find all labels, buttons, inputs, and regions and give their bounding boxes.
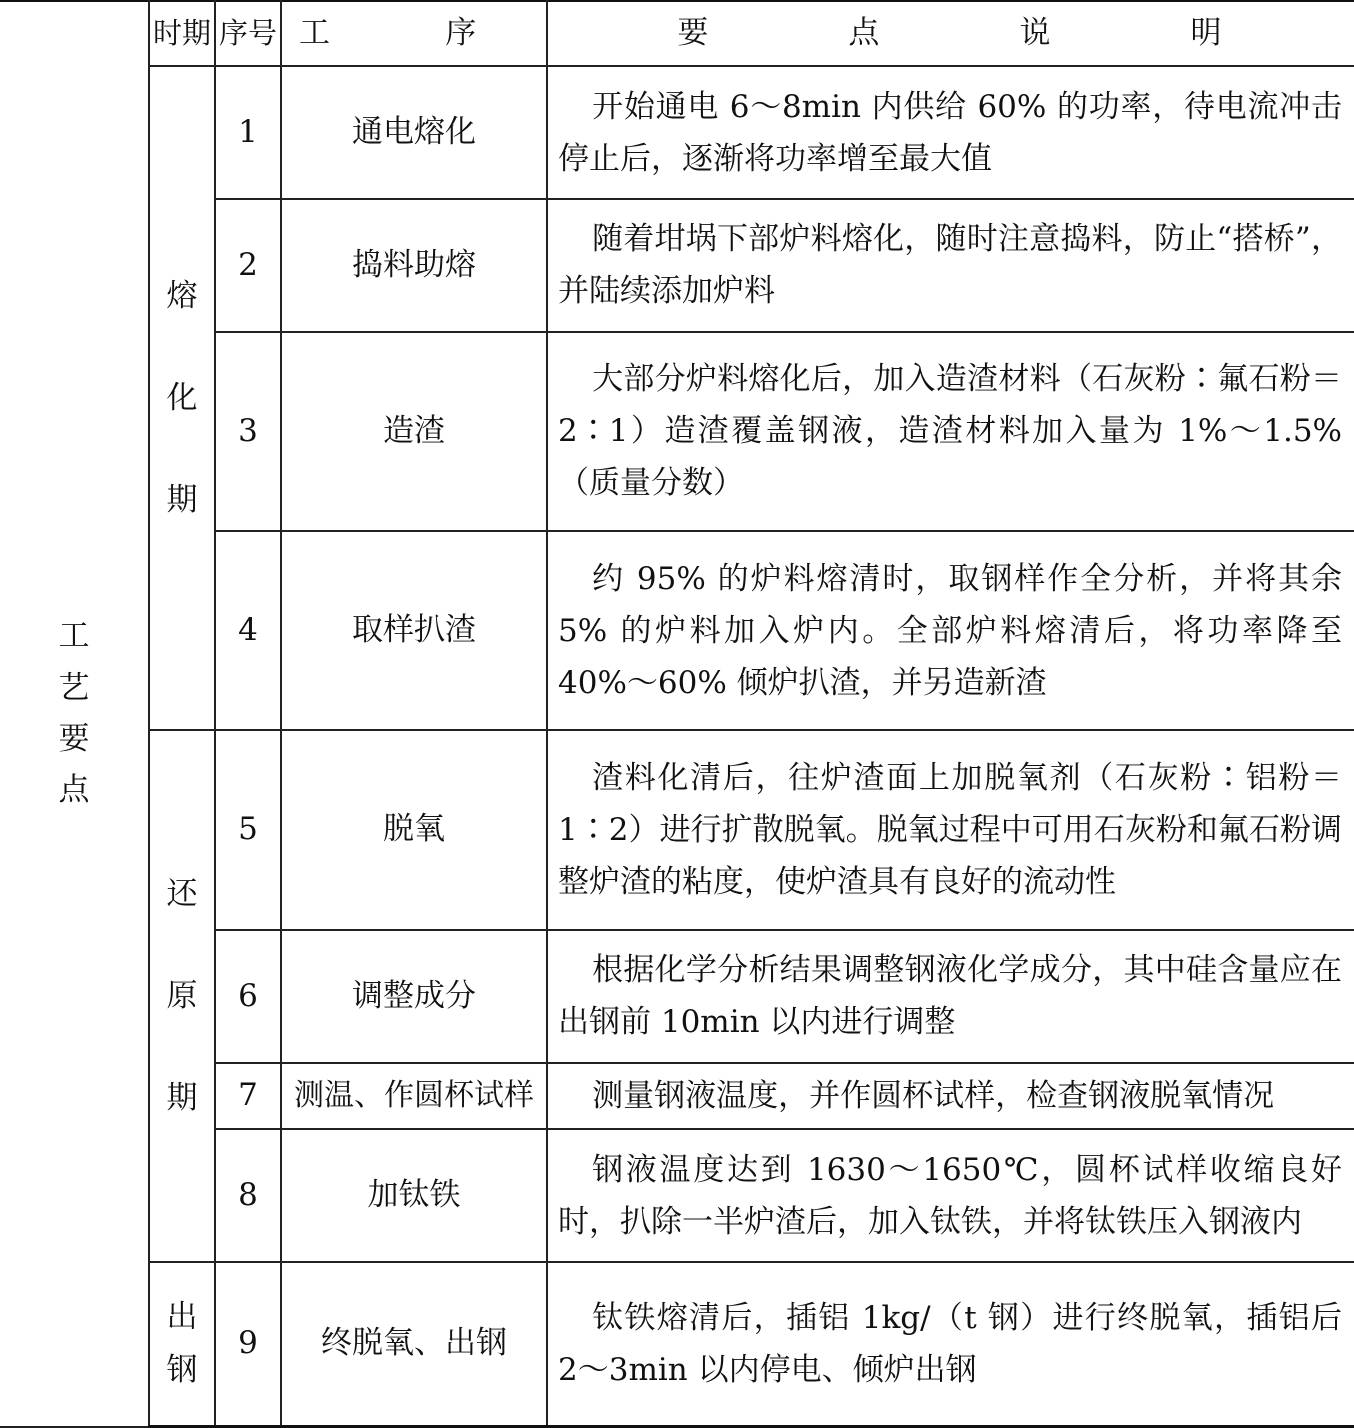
row-number: 3 xyxy=(215,332,281,531)
side-label-cell xyxy=(0,1,149,1427)
period-reduction: 还原期 xyxy=(149,730,215,1262)
period-melting: 熔化期 xyxy=(149,66,215,730)
side-label: 工艺要点 xyxy=(58,618,90,808)
row-description: 钛铁熔清后，插铝 1kg/（t 钢）进行终脱氧，插铝后 2～3min 以内停电、倾炉出钢 xyxy=(547,1262,1354,1426)
row-number: 4 xyxy=(215,531,281,730)
row-number: 5 xyxy=(215,730,281,929)
header-process: 工 序 xyxy=(281,1,547,66)
row-process: 测温、作圆杯试样 xyxy=(281,1063,547,1129)
row-process: 加钛铁 xyxy=(281,1129,547,1262)
row-description: 大部分炉料熔化后，加入造渣材料（石灰粉∶氟石粉＝2∶1）造渣覆盖钢液，造渣材料加入量为 1%～1.5%（质量分数） xyxy=(547,332,1354,531)
row-process: 调整成分 xyxy=(281,930,547,1063)
table-row xyxy=(0,66,1354,199)
row-number: 6 xyxy=(215,930,281,1063)
row-process: 通电熔化 xyxy=(281,66,547,199)
row-number: 2 xyxy=(215,199,281,331)
header-row xyxy=(0,1,1354,66)
row-process: 捣料助熔 xyxy=(281,199,547,331)
header-period: 时期 xyxy=(149,1,215,66)
row-number: 7 xyxy=(215,1063,281,1129)
row-process: 终脱氧、出钢 xyxy=(281,1262,547,1426)
row-number: 9 xyxy=(215,1262,281,1426)
row-process: 取样扒渣 xyxy=(281,531,547,730)
table-row xyxy=(0,730,1354,929)
row-description: 开始通电 6～8min 内供给 60% 的功率，待电流冲击停止后，逐渐将功率增至最大值 xyxy=(547,66,1354,199)
row-description: 钢液温度达到 1630～1650℃，圆杯试样收缩良好时，扒除一半炉渣后，加入钛铁，并将钛铁压入钢液内 xyxy=(547,1129,1354,1262)
period-tapping: 出钢 xyxy=(149,1262,215,1426)
row-description: 渣料化清后，往炉渣面上加脱氧剂（石灰粉∶铝粉＝1∶2）进行扩散脱氧。脱氧过程中可用石灰粉和氟石粉调整炉渣的粘度，使炉渣具有良好的流动性 xyxy=(547,730,1354,929)
header-number: 序号 xyxy=(215,1,281,66)
header-description: 要 点 说 明 xyxy=(547,1,1354,66)
row-process: 造渣 xyxy=(281,332,547,531)
row-number: 1 xyxy=(215,66,281,199)
row-description: 根据化学分析结果调整钢液化学成分，其中硅含量应在出钢前 10min 以内进行调整 xyxy=(547,930,1354,1063)
table-row xyxy=(0,1262,1354,1426)
row-description: 约 95% 的炉料熔清时，取钢样作全分析，并将其余 5% 的炉料加入炉内。全部炉料熔清后，将功率降至 40%～60% 倾炉扒渣，并另造新渣 xyxy=(547,531,1354,730)
row-number: 8 xyxy=(215,1129,281,1262)
row-description: 随着坩埚下部炉料熔化，随时注意捣料，防止“搭桥”，并陆续添加炉料 xyxy=(547,199,1354,331)
row-process: 脱氧 xyxy=(281,730,547,929)
row-description: 测量钢液温度，并作圆杯试样，检查钢液脱氧情况 xyxy=(547,1063,1354,1129)
